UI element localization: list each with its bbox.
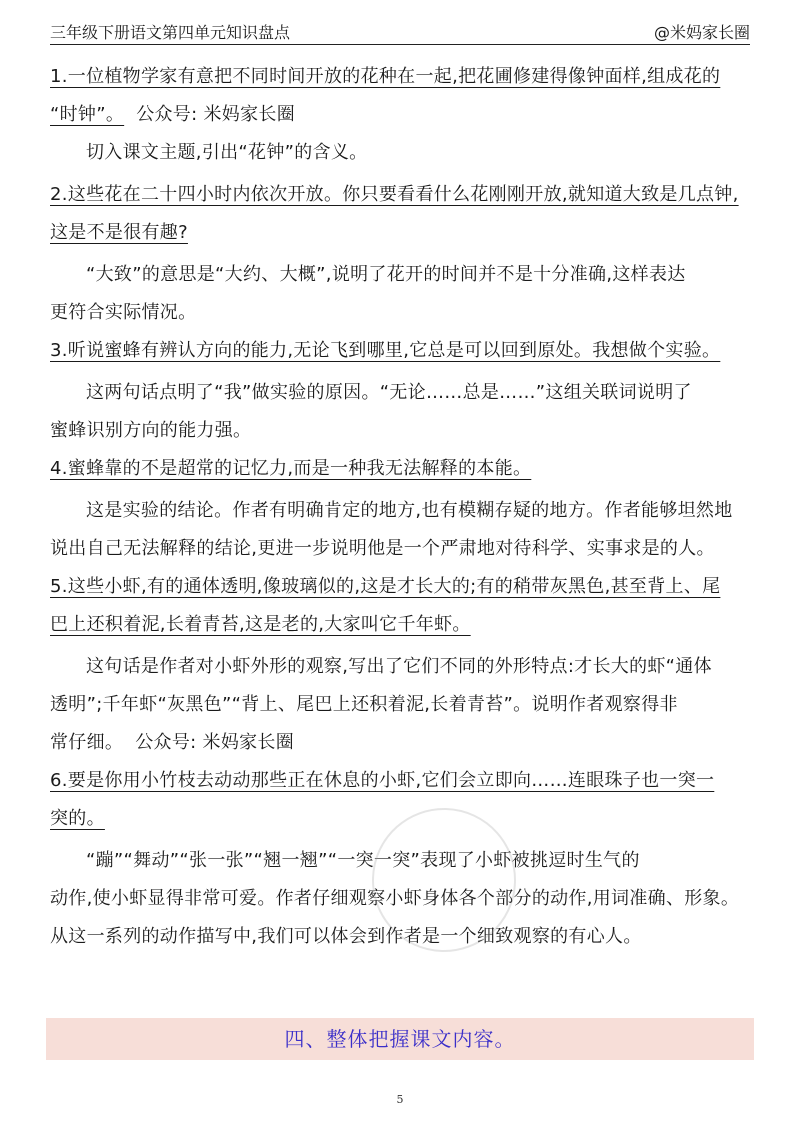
sentence-5-line-1: 5.这些小虾,有的通体透明,像玻璃似的,这是才长大的;有的稍带灰黑色,甚至背上、尾 xyxy=(50,576,721,597)
analysis-6-line-3: 从这一系列的动作描写中,我们可以体会到作者是一个细致观察的有心人。 xyxy=(50,926,642,947)
public-account-note: 公众号: 米妈家长圈 xyxy=(136,104,295,125)
header-brand: @米妈家长圈 xyxy=(653,23,750,42)
section-banner: 四、整体把握课文内容。 xyxy=(46,1018,754,1060)
sentence-5-line-2: 巴上还积着泥,长着青苔,这是老的,大家叫它千年虾。 xyxy=(50,614,471,635)
analysis-2-line-2: 更符合实际情况。 xyxy=(50,302,197,323)
public-account-note-2: 公众号: 米妈家长圈 xyxy=(135,732,295,753)
analysis-4-line-1: 这是实验的结论。作者有明确肯定的地方,也有模糊存疑的地方。作者能够坦然地 xyxy=(86,500,733,521)
analysis-6-line-2: 动作,使小虾显得非常可爱。作者仔细观察小虾身体各个部分的动作,用词准确、形象。 xyxy=(50,888,740,909)
page-header xyxy=(50,18,750,45)
sentence-2-line-2: 这是不是很有趣? xyxy=(50,222,188,243)
analysis-5-line-3 xyxy=(50,724,752,762)
sentence-4: 4.蜜蜂靠的不是超常的记忆力,而是一种我无法解释的本能。 xyxy=(50,458,532,479)
analysis-1: 切入课文主题,引出“花钟”的含义。 xyxy=(86,142,368,163)
analysis-5-line-2: 透明”;千年虾“灰黑色”“背上、尾巴上还积着泥,长着青苔”。说明作者观察得非 xyxy=(50,694,678,715)
sentence-1-tail: “时钟”。 xyxy=(50,104,125,125)
sentence-5-row-2 xyxy=(50,606,752,644)
analysis-3-line-1: 这两句话点明了“我”做实验的原因。“无论……总是……”这组关联词说明了 xyxy=(86,382,692,403)
analysis-4-line-2: 说出自己无法解释的结论,更进一步说明他是一个严肃地对待科学、实事求是的人。 xyxy=(50,538,715,559)
sentence-4-row xyxy=(50,450,752,488)
sentence-2-line-1: 2.这些花在二十四小时内依次开放。你只要看看什么花刚刚开放,就知道大致是几点钟, xyxy=(50,184,739,205)
analysis-6-line-1: “蹦”“舞动”“张一张”“翘一翘”“一突一突”表现了小虾被挑逗时生气的 xyxy=(86,850,640,871)
analysis-3-line-2: 蜜蜂识别方向的能力强。 xyxy=(50,420,252,441)
sentence-3: 3.听说蜜蜂有辨认方向的能力,无论飞到哪里,它总是可以回到原处。我想做个实验。 xyxy=(50,340,721,361)
sentence-6-line-1: 6.要是你用小竹枝去动动那些正在休息的小虾,它们会立即向……连眼珠子也一突一 xyxy=(50,770,715,791)
analysis-2-line-1: “大致”的意思是“大约、大概”,说明了花开的时间并不是十分准确,这样表达 xyxy=(86,264,686,285)
sentence-6-line-2: 突的。 xyxy=(50,808,105,829)
analysis-5-line-1: 这句话是作者对小虾外形的观察,写出了它们不同的外形特点:才长大的虾“通体 xyxy=(86,656,712,677)
sentence-1-line-2 xyxy=(50,96,752,134)
header-title: 三年级下册语文第四单元知识盘点 xyxy=(50,23,291,42)
analysis-5-tail: 常仔细。 xyxy=(50,732,124,753)
page-number: 5 xyxy=(396,1093,404,1106)
sentence-1-line-1: 1.一位植物学家有意把不同时间开放的花种在一起,把花圃修建得像钟面样,组成花的 xyxy=(50,66,721,87)
